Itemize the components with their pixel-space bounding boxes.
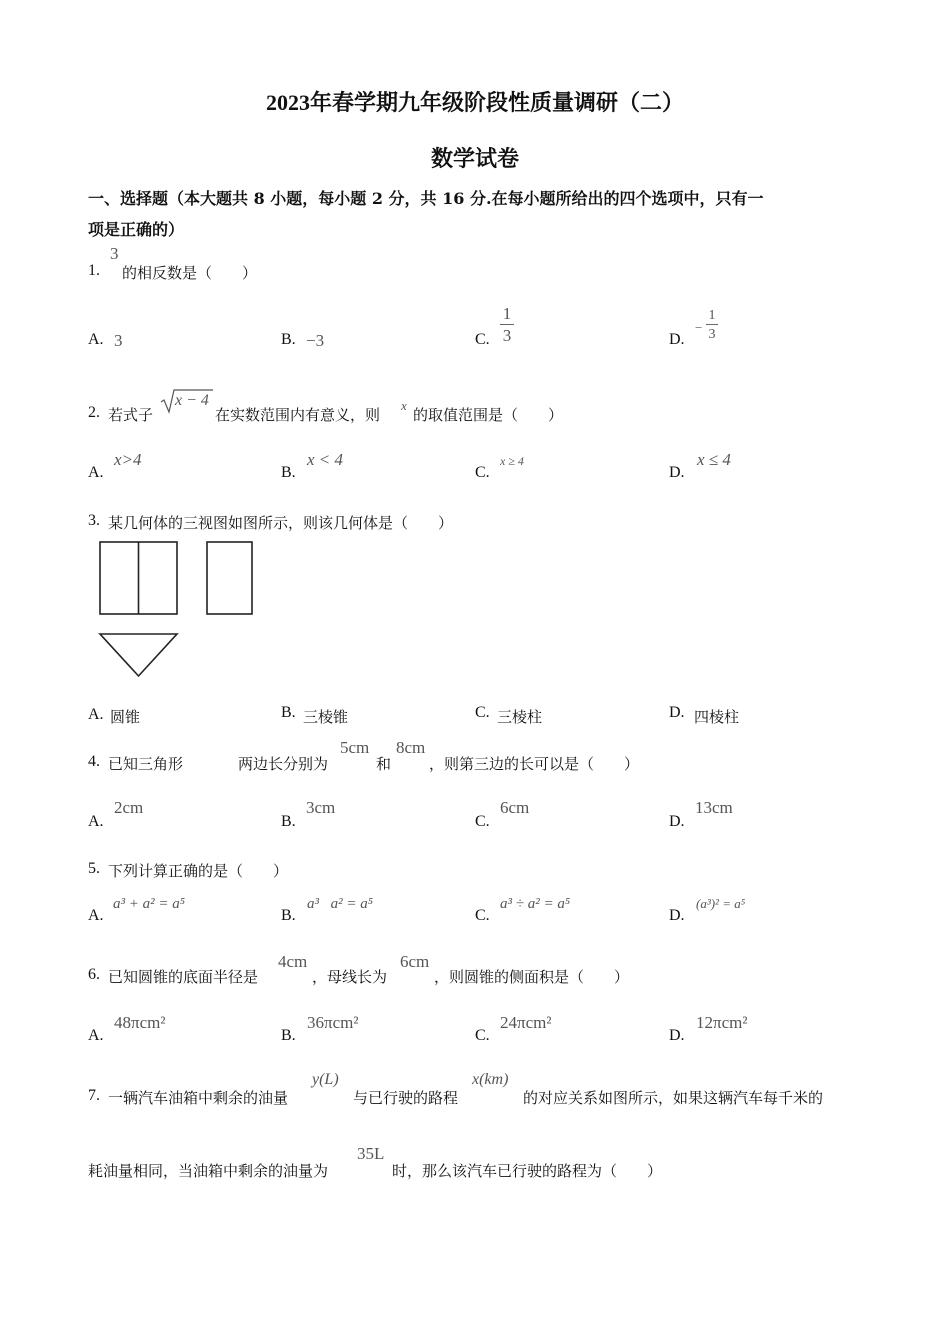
value-4cm: 4cm [278,952,308,971]
option-value: x ≥ 4 [500,454,524,468]
option-label: D. [669,704,685,721]
fraction [500,304,514,347]
question-text: 下列计算正确的是（ ） [108,862,289,880]
option-value: 48πcm² [114,1013,166,1032]
minus-sign: − [695,320,703,335]
side-view [207,542,252,614]
question-text: 两边长分别为 [238,755,329,773]
top-view [100,634,177,676]
question-number: 4. [88,753,100,770]
option-label: C. [475,331,490,348]
option-label: A. [88,706,104,723]
option-label: A. [88,907,104,924]
question-text: 与已行驶的路程 [353,1089,459,1107]
question-text: 已知三角形 [108,755,184,773]
option-value: 36πcm² [307,1013,359,1032]
question-text: 时，那么该汽车已行驶的路程为（ ） [392,1162,663,1180]
option-value: (a³)² = a⁵ [696,896,746,911]
question-text: 一辆汽车油箱中剩余的油量 [108,1089,289,1107]
page-title: 2023年春学期九年级阶段性质量调研（二） [265,90,684,115]
option-value: 三棱柱 [497,708,543,726]
option-value: a³ + a² = a⁵ [113,896,185,912]
question-text: 在实数范围内有意义，则 [215,406,381,424]
option-value: a³⃞a² = a⁵ [307,896,373,912]
section-header-line1: 一、选择题（本大题共 8 小题，每小题 2 分，共 16 分.在每小题所给出的四个选项中，只有一 [88,189,764,208]
question-text: ，母线长为 [312,968,388,986]
value-8cm: 8cm [396,738,426,757]
option-value: a³ ÷ a² = a⁵ [500,896,571,912]
question-number: 1. [88,262,100,279]
page-subtitle: 数学试卷 [430,146,519,171]
option-value: 3 [114,331,123,350]
option-label: B. [281,1027,296,1044]
question-number: 2. [88,404,100,421]
question-text: 的取值范围是（ ） [413,406,564,424]
option-label: D. [669,813,685,830]
radicand: x − 4 [175,392,209,409]
option-value: 24πcm² [500,1013,552,1032]
option-label: B. [281,813,296,830]
question-text: 某几何体的三视图如图所示，则该几何体是（ ） [108,514,454,532]
option-label: B. [281,464,296,481]
option-value: −3 [306,331,325,350]
question-text: ，则圆锥的侧面积是（ ） [434,968,630,986]
question-number: 5. [88,860,100,877]
option-label: B. [281,907,296,924]
option-label: C. [475,704,490,721]
option-label: B. [281,704,296,721]
q1-expression: 3 [110,244,119,263]
value-5cm: 5cm [340,738,370,757]
question-number: 6. [88,966,100,983]
option-value: 13cm [695,798,733,817]
question-text: 耗油量相同，当油箱中剩余的油量为 [88,1162,329,1180]
value-6cm: 6cm [400,952,430,971]
fraction-numerator: 1 [708,308,716,323]
option-label: A. [88,331,104,348]
question-number: 7. [88,1087,100,1104]
section-header-line2: 项是正确的） [88,220,185,239]
option-value: x ≤ 4 [697,450,731,469]
option-label: A. [88,813,104,830]
value-35l: 35L [357,1144,385,1163]
option-label: C. [475,813,490,830]
fraction-denominator: 3 [502,326,512,345]
option-value: 三棱锥 [303,708,349,726]
option-value: 3cm [306,798,336,817]
option-label: C. [475,1027,490,1044]
fraction-numerator: 1 [502,304,512,323]
front-view [100,542,177,614]
option-value: 2cm [114,798,144,817]
question-text: 的对应关系如图所示，如果这辆汽车每千米的 [523,1089,824,1107]
y-variable: y(L) [312,1071,339,1088]
question-text: 若式子 [108,406,154,424]
option-label: D. [669,464,685,481]
option-label: C. [475,464,490,481]
option-value: x < 4 [307,450,344,469]
variable: x [401,398,407,413]
fraction [706,308,718,345]
question-text: 和 [376,755,392,773]
option-label: D. [669,1027,685,1044]
question-number: 3. [88,512,100,529]
question-text: 的相反数是（ ） [122,264,258,282]
option-label: D. [669,907,685,924]
option-label: A. [88,1027,104,1044]
option-value: 圆锥 [110,708,141,726]
x-variable: x(km) [472,1071,509,1088]
option-label: D. [669,331,685,348]
option-value: 四棱柱 [694,708,740,726]
option-value: 6cm [500,798,530,817]
option-label: C. [475,907,490,924]
fraction-denominator: 3 [708,327,716,342]
option-value: x>4 [114,450,142,469]
option-label: B. [281,331,296,348]
question-text: 已知圆锥的底面半径是 [108,968,259,986]
question-text: ，则第三边的长可以是（ ） [429,755,640,773]
option-label: A. [88,464,104,481]
three-view-figure [95,536,265,686]
option-value: 12πcm² [696,1013,748,1032]
